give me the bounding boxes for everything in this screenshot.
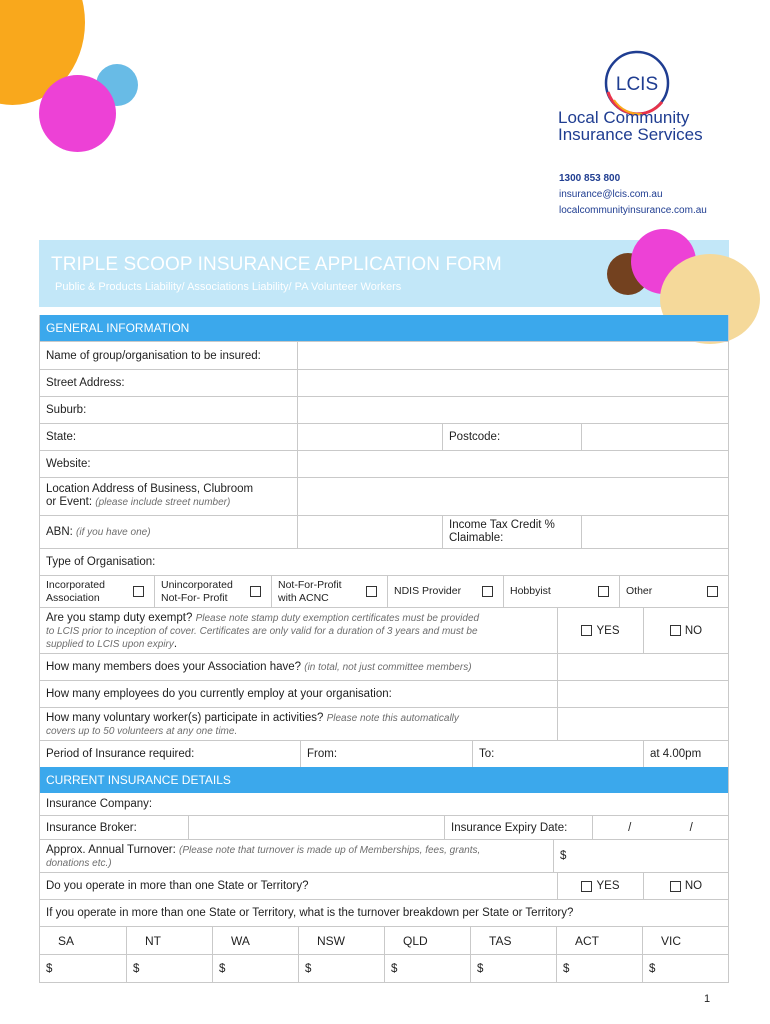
row-volunteers — [40, 707, 728, 740]
row-members — [40, 653, 728, 680]
row-insurance-broker — [40, 815, 728, 839]
insurance-expiry-label: Insurance Expiry Date: — [444, 816, 592, 839]
insurance-company-field[interactable] — [188, 793, 728, 815]
checkbox-nfp-acnc[interactable] — [366, 586, 377, 597]
insurance-company-label: Insurance Company: — [46, 798, 153, 810]
stamp-duty-no[interactable]: NO — [643, 608, 728, 653]
abn-label: ABN: (if you have one) — [46, 526, 151, 538]
row-state-headers — [40, 926, 728, 954]
state-breakdown-label: If you operate in more than one State or Territory, what is the turnover breakdown per State or Territory? — [46, 907, 574, 919]
decor-circle-pink — [39, 75, 116, 152]
employees-field[interactable] — [557, 681, 728, 707]
row-organisation-types — [40, 575, 728, 607]
state-field[interactable] — [297, 424, 442, 450]
row-annual-turnover — [40, 839, 728, 872]
stamp-duty-label: Are you stamp duty exempt? Please note stamp duty exemption certificates must be provided to LCIS prior to inception of cover. Certificates are only valid for a duration of 3 years and must be supplied to LCIS upon expiry. — [46, 612, 480, 650]
turnover-nt-field[interactable]: $ — [126, 955, 212, 982]
postcode-label: Postcode: — [442, 424, 581, 450]
postcode-field[interactable] — [581, 424, 728, 450]
suburb-field[interactable] — [297, 397, 728, 423]
period-from[interactable]: From: — [300, 741, 472, 767]
state-header-qld: QLD — [384, 927, 470, 954]
checkbox-multi-state-no[interactable] — [670, 881, 681, 892]
annual-turnover-field[interactable]: $ — [553, 840, 728, 872]
turnover-nsw-field[interactable]: $ — [298, 955, 384, 982]
period-label: Period of Insurance required: — [46, 748, 195, 760]
contact-phone: 1300 853 800 — [559, 173, 621, 184]
contact-details — [559, 171, 707, 219]
row-state-breakdown-question — [40, 899, 728, 926]
contact-website[interactable]: localcommunityinsurance.com.au — [559, 205, 707, 216]
income-tax-credit-label: Income Tax Credit % Claimable: — [442, 516, 581, 548]
state-header-vic: VIC — [642, 927, 728, 954]
income-tax-credit-field[interactable] — [581, 516, 728, 548]
location-address-field[interactable] — [297, 478, 728, 515]
turnover-act-field[interactable]: $ — [556, 955, 642, 982]
type-of-organisation-label: Type of Organisation: — [46, 556, 156, 568]
checkbox-unincorporated[interactable] — [250, 586, 261, 597]
abn-field[interactable] — [297, 516, 442, 548]
org-type-hobbyist[interactable]: Hobbyist — [503, 576, 619, 607]
location-address-label: Location Address of Business, Clubroom or Event: (please include street number) — [46, 483, 254, 508]
row-employees — [40, 680, 728, 707]
row-insurance-company — [40, 793, 728, 815]
row-location-address — [40, 477, 728, 515]
org-type-incorporated[interactable]: Incorporated Association — [40, 576, 154, 607]
street-address-label: Street Address: — [46, 377, 125, 389]
row-type-of-organisation — [40, 548, 728, 575]
logo-text: LCIS — [615, 74, 659, 95]
brand-name-line2: Insurance Services — [558, 125, 703, 144]
suburb-label: Suburb: — [46, 404, 87, 416]
street-address-field[interactable] — [297, 370, 728, 396]
turnover-vic-field[interactable]: $ — [642, 955, 728, 982]
multi-state-label: Do you operate in more than one State or Territory? — [46, 880, 309, 892]
state-header-act: ACT — [556, 927, 642, 954]
checkbox-stamp-duty-yes[interactable] — [581, 625, 592, 636]
form-title: TRIPLE SCOOP INSURANCE APPLICATION FORM — [51, 254, 502, 275]
website-label: Website: — [46, 458, 91, 470]
multi-state-yes[interactable]: YES — [557, 873, 643, 899]
brand-name-line1: Local Community — [558, 108, 690, 127]
row-state-postcode — [40, 423, 728, 450]
org-type-other[interactable]: Other — [619, 576, 728, 607]
form-subtitle: Public & Products Liability/ Associations Liability/ PA Volunteer Workers — [55, 281, 402, 293]
row-state-turnover — [40, 954, 728, 982]
row-street-address — [40, 369, 728, 396]
checkbox-stamp-duty-no[interactable] — [670, 625, 681, 636]
period-to[interactable]: To: — [472, 741, 643, 767]
page-number: 1 — [704, 993, 711, 1005]
insurance-expiry-field[interactable]: / / — [592, 816, 728, 839]
volunteers-label: How many voluntary worker(s) participate in activities? Please note this automatically covers up to 50 volunteers at any one time. — [46, 712, 459, 737]
row-website — [40, 450, 728, 477]
volunteers-field[interactable] — [557, 708, 728, 740]
checkbox-ndis-provider[interactable] — [482, 586, 493, 597]
employees-label: How many employees do you currently employ at your organisation: — [46, 688, 392, 700]
insurance-broker-field[interactable] — [188, 816, 444, 839]
state-header-wa: WA — [212, 927, 298, 954]
insurance-broker-label: Insurance Broker: — [46, 821, 137, 834]
checkbox-hobbyist[interactable] — [598, 586, 609, 597]
members-field[interactable] — [557, 654, 728, 680]
turnover-sa-field[interactable]: $ — [46, 962, 53, 975]
multi-state-no[interactable]: NO — [643, 873, 728, 899]
turnover-qld-field[interactable]: $ — [384, 955, 470, 982]
row-multi-state — [40, 872, 728, 899]
annual-turnover-label: Approx. Annual Turnover: (Please note that turnover is made up of Memberships, fees, grants, donations etc.) — [46, 844, 481, 869]
state-header-nt: NT — [126, 927, 212, 954]
state-header-sa: SA — [58, 933, 75, 948]
org-type-ndis-provider[interactable]: NDIS Provider — [387, 576, 503, 607]
organisation-name-label: Name of group/organisation to be insured: — [46, 349, 261, 362]
row-stamp-duty — [40, 607, 728, 653]
abn-note: (if you have one) — [76, 526, 151, 538]
row-abn — [40, 515, 728, 548]
state-header-tas: TAS — [470, 927, 556, 954]
row-organisation-name — [40, 341, 728, 369]
org-type-unincorporated[interactable]: Unincorporated Not-For- Profit — [154, 576, 271, 607]
section-general-information: GENERAL INFORMATION — [40, 315, 728, 341]
org-type-nfp-acnc[interactable]: Not-For-Profit with ACNC — [271, 576, 387, 607]
application-form — [39, 315, 729, 983]
turnover-tas-field[interactable]: $ — [470, 955, 556, 982]
turnover-wa-field[interactable]: $ — [212, 955, 298, 982]
row-period-of-insurance — [40, 740, 728, 767]
organisation-name-field[interactable] — [297, 342, 728, 369]
period-time: at 4.00pm — [643, 741, 728, 767]
members-label: How many members does your Association have? (in total, not just committee members) — [46, 661, 472, 673]
checkbox-other[interactable] — [707, 586, 718, 597]
contact-email[interactable]: insurance@lcis.com.au — [559, 189, 663, 200]
state-label: State: — [46, 431, 77, 443]
stamp-duty-yes[interactable]: YES — [557, 608, 643, 653]
location-note: (please include street number) — [95, 497, 231, 508]
lcis-logo — [556, 46, 736, 156]
section-current-insurance: CURRENT INSURANCE DETAILS — [40, 767, 728, 793]
website-field[interactable] — [297, 451, 728, 477]
checkbox-multi-state-yes[interactable] — [581, 881, 592, 892]
state-header-nsw: NSW — [298, 927, 384, 954]
row-suburb — [40, 396, 728, 423]
checkbox-incorporated[interactable] — [133, 586, 144, 597]
